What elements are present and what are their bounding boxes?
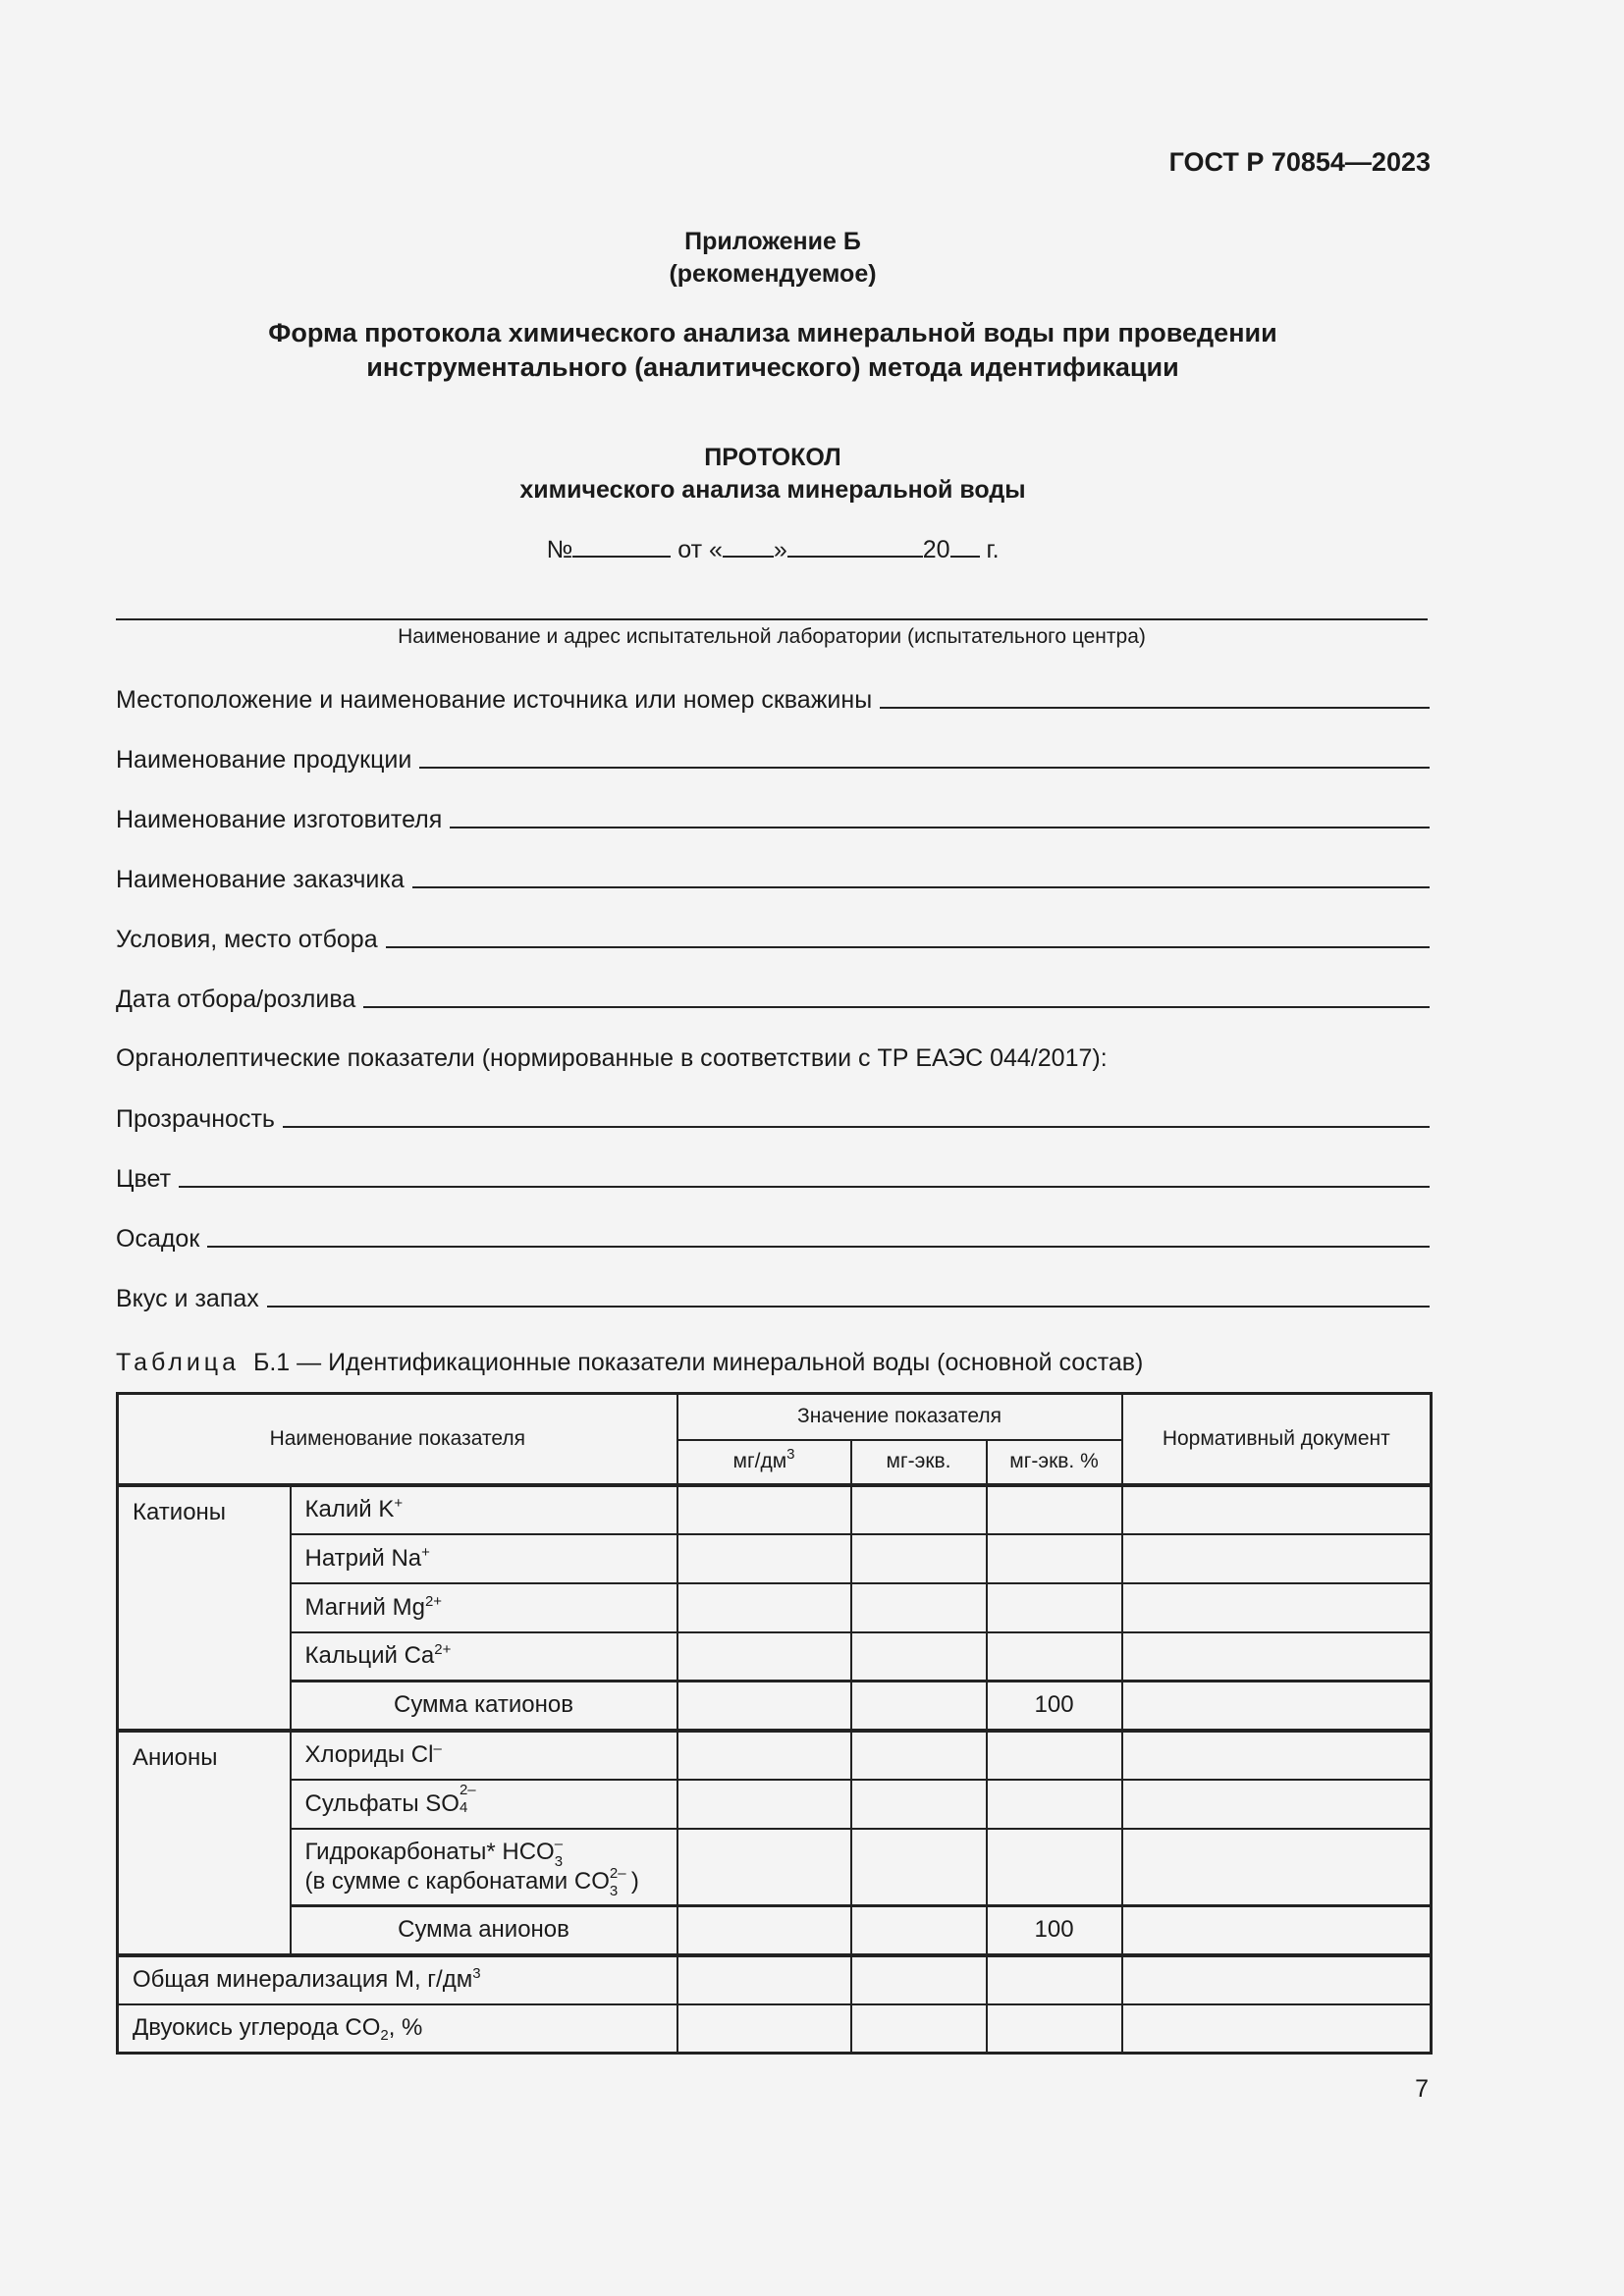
row-cations-sum: Сумма катионов (291, 1682, 677, 1731)
cell[interactable] (851, 1780, 987, 1829)
form-title-line1: Форма протокола химического анализа минеральной воды при проведении (268, 318, 1277, 347)
row-sulfates: Сульфаты SO 2– 4 (291, 1780, 677, 1829)
cell[interactable] (987, 1534, 1122, 1583)
field-manufacturer: Наименование изготовителя (116, 801, 1430, 834)
cell[interactable] (1122, 1583, 1432, 1632)
anions-group: Анионы (118, 1731, 291, 1955)
cell[interactable] (1122, 1632, 1432, 1682)
cell[interactable] (1122, 1906, 1432, 1955)
cell[interactable] (1122, 2004, 1432, 2054)
number-blank[interactable] (572, 534, 671, 558)
cell[interactable] (987, 1485, 1122, 1534)
row-chlorides: Хлориды Cl– (291, 1731, 677, 1780)
conditions-blank[interactable] (386, 946, 1430, 948)
field-date: Дата отбора/розлива (116, 981, 1430, 1014)
cell[interactable] (677, 1780, 851, 1829)
row-potassium: Калий K+ (291, 1485, 677, 1534)
field-conditions: Условия, место отбора (116, 921, 1430, 954)
number-sign: № (546, 536, 573, 563)
row-co2: Двуокись углерода $CO_2$, % (118, 2004, 677, 2054)
cell[interactable] (677, 1682, 851, 1731)
from-label: от « (677, 536, 723, 563)
anions-sum-pct: 100 (987, 1906, 1122, 1955)
cell[interactable] (677, 1955, 851, 2004)
cell[interactable] (851, 1485, 987, 1534)
transparency-blank[interactable] (283, 1126, 1430, 1128)
year-prefix: 20 (922, 536, 950, 563)
table-row (118, 1906, 1432, 1955)
field-sediment: Осадок (116, 1220, 1430, 1254)
cell[interactable] (851, 1534, 987, 1583)
cell[interactable] (851, 1583, 987, 1632)
cell[interactable] (851, 1682, 987, 1731)
standard-number: ГОСТ Р 70854—2023 (1168, 147, 1431, 177)
header-value: Значение показателя (677, 1394, 1122, 1440)
cell[interactable] (851, 1829, 987, 1906)
month-blank[interactable] (787, 534, 923, 558)
table-row (118, 1583, 1432, 1632)
table-row (118, 1485, 1432, 1534)
cell[interactable] (851, 1955, 987, 2004)
year-blank[interactable] (950, 534, 980, 558)
cell[interactable] (987, 1632, 1122, 1682)
sediment-blank[interactable] (207, 1246, 1430, 1248)
day-blank[interactable] (723, 534, 774, 558)
row-bicarbonates: Гидрокарбонаты* HCO – 3 (в сумме с карбонатами CO 2– 3 ) (291, 1829, 677, 1906)
form-title (0, 316, 1545, 385)
cell[interactable] (677, 1485, 851, 1534)
table-row (118, 1731, 1432, 1780)
cell[interactable] (677, 1906, 851, 1955)
cell[interactable] (987, 1780, 1122, 1829)
field-transparency: Прозрачность (116, 1100, 1430, 1134)
header-mg-eq-pct: мг-экв. % (987, 1440, 1122, 1485)
cell[interactable] (1122, 1829, 1432, 1906)
cell[interactable] (987, 1829, 1122, 1906)
header-norm-doc: Нормативный документ (1122, 1394, 1432, 1485)
lab-name-line[interactable] (116, 618, 1428, 620)
cell[interactable] (851, 1906, 987, 1955)
field-location: Местоположение и наименование источника или номер скважины (116, 681, 1430, 715)
cell[interactable] (677, 2004, 851, 2054)
protocol-subtitle: химического анализа минеральной воды (519, 476, 1026, 504)
date-blank[interactable] (363, 1006, 1430, 1008)
header-name: Наименование показателя (118, 1394, 677, 1485)
header-mg-dm: $мг/дм^3$ (677, 1440, 851, 1485)
row-anions-sum: Сумма анионов (291, 1906, 677, 1955)
field-customer: Наименование заказчика (116, 861, 1430, 894)
appendix-title: Приложение Б (684, 228, 861, 255)
cell[interactable] (1122, 1780, 1432, 1829)
cell[interactable] (987, 2004, 1122, 2054)
cell[interactable] (1122, 1485, 1432, 1534)
table-row (118, 1829, 1432, 1906)
composition-table (116, 1392, 1433, 2055)
row-magnesium: Магний $Mg^{2+}$ (291, 1583, 677, 1632)
appendix-status: (рекомендуемое) (669, 260, 877, 288)
cell[interactable] (987, 1731, 1122, 1780)
table-row (118, 1632, 1432, 1682)
lab-caption: Наименование и адрес испытательной лаборатории (испытательного центра) (398, 625, 1146, 648)
cell[interactable] (677, 1632, 851, 1682)
field-color: Цвет (116, 1160, 1430, 1194)
color-blank[interactable] (179, 1186, 1430, 1188)
cell[interactable] (677, 1731, 851, 1780)
header-row (118, 1394, 1432, 1440)
field-taste: Вкус и запах (116, 1280, 1430, 1313)
cations-group: Катионы (118, 1485, 291, 1731)
form-title-line2: инструментального (аналитического) метода идентификации (366, 352, 1179, 382)
product-blank[interactable] (419, 767, 1430, 769)
table-row (118, 2004, 1432, 2054)
cell[interactable] (987, 1583, 1122, 1632)
cell[interactable] (677, 1829, 851, 1906)
header-mg-eq: мг-экв. (851, 1440, 987, 1485)
cell[interactable] (677, 1534, 851, 1583)
protocol-heading (0, 442, 1545, 507)
cell[interactable] (1122, 1682, 1432, 1731)
cell[interactable] (1122, 1534, 1432, 1583)
protocol-title: ПРОТОКОЛ (704, 444, 841, 471)
table-caption (116, 1349, 1143, 1377)
field-product: Наименование продукции (116, 741, 1430, 774)
cell[interactable] (851, 1731, 987, 1780)
protocol-number-line (0, 534, 1545, 564)
appendix-heading (0, 226, 1545, 291)
quote-close: » (773, 536, 787, 563)
table-row (118, 1955, 1432, 2004)
table-row (118, 1682, 1432, 1731)
row-sodium: Натрий Na+ (291, 1534, 677, 1583)
row-calcium: Кальций $Ca^{2+}$ (291, 1632, 677, 1682)
row-mineralization: Общая минерализация М, $г/дм^3$ (118, 1955, 677, 2004)
customer-blank[interactable] (412, 886, 1430, 888)
table-row (118, 1534, 1432, 1583)
table-caption-text: Б.1 — Идентификационные показатели минеральной воды (основной состав) (252, 1349, 1144, 1376)
cell[interactable] (851, 2004, 987, 2054)
year-suffix: г. (986, 536, 1000, 563)
page-number: 7 (1415, 2075, 1429, 2103)
table-caption-prefix: Таблица (116, 1349, 241, 1376)
table-row (118, 1780, 1432, 1829)
cell[interactable] (677, 1583, 851, 1632)
manufacturer-blank[interactable] (450, 827, 1430, 828)
cell[interactable] (851, 1632, 987, 1682)
cell[interactable] (987, 1955, 1122, 2004)
taste-blank[interactable] (267, 1306, 1430, 1308)
cell[interactable] (1122, 1955, 1432, 2004)
location-blank[interactable] (880, 707, 1430, 709)
organoleptic-heading: Органолептические показатели (нормированные в соответствии с ТР ЕАЭС 044/2017): (116, 1044, 1108, 1072)
cell[interactable] (1122, 1731, 1432, 1780)
cations-sum-pct: 100 (987, 1682, 1122, 1731)
